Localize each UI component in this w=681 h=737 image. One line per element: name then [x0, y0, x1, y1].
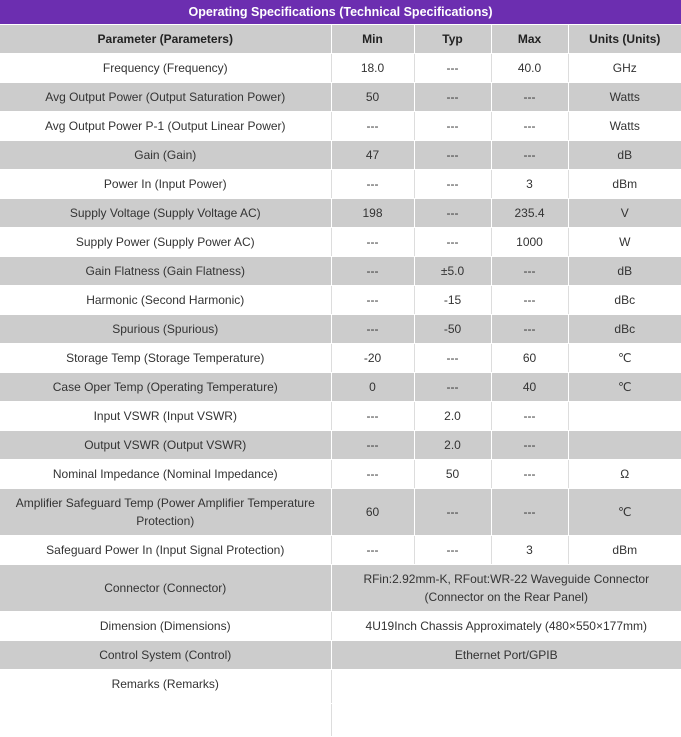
- cell-max: ---: [491, 141, 568, 170]
- cell-units: W: [568, 228, 681, 257]
- cell-min: 0: [331, 373, 414, 402]
- table-row: [0, 199, 681, 228]
- cell-min: 47: [331, 141, 414, 170]
- table-row-filler: [0, 704, 681, 737]
- table-title-row: [0, 0, 681, 25]
- table-row: [0, 257, 681, 286]
- cell-min: ---: [331, 228, 414, 257]
- cell-param: Gain Flatness (Gain Flatness): [0, 257, 331, 286]
- cell-merged-value: 4U19Inch Chassis Approximately (480×550×177mm): [331, 612, 681, 641]
- cell-typ: ---: [414, 199, 491, 228]
- cell-param: Safeguard Power In (Input Signal Protection): [0, 536, 331, 565]
- cell-max: ---: [491, 315, 568, 344]
- cell-units: dBc: [568, 286, 681, 315]
- cell-param: Case Oper Temp (Operating Temperature): [0, 373, 331, 402]
- cell-param: Harmonic (Second Harmonic): [0, 286, 331, 315]
- cell-max: 3: [491, 536, 568, 565]
- cell-units: GHz: [568, 54, 681, 83]
- cell-param: Storage Temp (Storage Temperature): [0, 344, 331, 373]
- cell-param: Avg Output Power (Output Saturation Power): [0, 83, 331, 112]
- cell-units: ℃: [568, 373, 681, 402]
- cell-min: ---: [331, 402, 414, 431]
- cell-typ: ---: [414, 54, 491, 83]
- cell-min: ---: [331, 257, 414, 286]
- table-row: [0, 112, 681, 141]
- header-parameter: Parameter (Parameters): [0, 25, 331, 54]
- table-row: [0, 315, 681, 344]
- table-row: [0, 373, 681, 402]
- cell-min: -20: [331, 344, 414, 373]
- table-row: [0, 460, 681, 489]
- cell-units: dBm: [568, 170, 681, 199]
- cell-min: 198: [331, 199, 414, 228]
- table-title: Operating Specifications (Technical Specifications): [0, 0, 681, 25]
- table-row: [0, 83, 681, 112]
- table-row: [0, 489, 681, 536]
- cell-param: Input VSWR (Input VSWR): [0, 402, 331, 431]
- cell-min: ---: [331, 170, 414, 199]
- cell-param: Remarks (Remarks): [0, 670, 331, 704]
- cell-min: ---: [331, 315, 414, 344]
- cell-typ: 2.0: [414, 431, 491, 460]
- header-max: Max: [491, 25, 568, 54]
- table-row: [0, 286, 681, 315]
- cell-typ: ---: [414, 489, 491, 536]
- table-row: [0, 402, 681, 431]
- filler-cell: [0, 704, 331, 737]
- cell-max: ---: [491, 489, 568, 536]
- cell-max: ---: [491, 257, 568, 286]
- table-row: [0, 536, 681, 565]
- cell-merged-value: [331, 670, 681, 704]
- cell-max: 3: [491, 170, 568, 199]
- cell-units: [568, 402, 681, 431]
- cell-param: Frequency (Frequency): [0, 54, 331, 83]
- cell-param: Connector (Connector): [0, 565, 331, 612]
- cell-units: Watts: [568, 112, 681, 141]
- table-row: [0, 565, 681, 612]
- cell-param: Spurious (Spurious): [0, 315, 331, 344]
- cell-units: Ω: [568, 460, 681, 489]
- table-row: [0, 612, 681, 641]
- cell-units: dBc: [568, 315, 681, 344]
- header-typ: Typ: [414, 25, 491, 54]
- cell-min: 50: [331, 83, 414, 112]
- table-row: [0, 54, 681, 83]
- filler-cell: [331, 704, 681, 737]
- cell-param: Supply Voltage (Supply Voltage AC): [0, 199, 331, 228]
- cell-typ: ---: [414, 373, 491, 402]
- table-row: [0, 670, 681, 704]
- cell-units: Watts: [568, 83, 681, 112]
- cell-min: ---: [331, 460, 414, 489]
- cell-max: 40.0: [491, 54, 568, 83]
- cell-typ: -50: [414, 315, 491, 344]
- cell-typ: ---: [414, 344, 491, 373]
- table-row: [0, 431, 681, 460]
- cell-units: dB: [568, 257, 681, 286]
- table-row: [0, 170, 681, 199]
- cell-typ: ---: [414, 83, 491, 112]
- cell-merged-value: RFin:2.92mm-K, RFout:WR-22 Waveguide Connector (Connector on the Rear Panel): [331, 565, 681, 612]
- cell-min: ---: [331, 431, 414, 460]
- cell-units: dBm: [568, 536, 681, 565]
- cell-units: V: [568, 199, 681, 228]
- table-row: [0, 344, 681, 373]
- cell-param: Nominal Impedance (Nominal Impedance): [0, 460, 331, 489]
- cell-min: ---: [331, 536, 414, 565]
- cell-typ: 2.0: [414, 402, 491, 431]
- cell-param: Supply Power (Supply Power AC): [0, 228, 331, 257]
- cell-param: Power In (Input Power): [0, 170, 331, 199]
- cell-typ: ---: [414, 141, 491, 170]
- cell-typ: ---: [414, 228, 491, 257]
- cell-min: 18.0: [331, 54, 414, 83]
- cell-max: ---: [491, 286, 568, 315]
- cell-typ: ---: [414, 112, 491, 141]
- cell-max: ---: [491, 431, 568, 460]
- header-units: Units (Units): [568, 25, 681, 54]
- cell-typ: 50: [414, 460, 491, 489]
- cell-typ: ±5.0: [414, 257, 491, 286]
- table-row: [0, 228, 681, 257]
- cell-param: Control System (Control): [0, 641, 331, 670]
- cell-max: ---: [491, 112, 568, 141]
- cell-units: dB: [568, 141, 681, 170]
- cell-typ: -15: [414, 286, 491, 315]
- cell-units: [568, 431, 681, 460]
- table-row: [0, 641, 681, 670]
- table-row: [0, 141, 681, 170]
- header-min: Min: [331, 25, 414, 54]
- cell-max: 1000: [491, 228, 568, 257]
- cell-max: ---: [491, 402, 568, 431]
- cell-max: ---: [491, 460, 568, 489]
- cell-typ: ---: [414, 170, 491, 199]
- cell-param: Amplifier Safeguard Temp (Power Amplifier Temperature Protection): [0, 489, 331, 536]
- cell-max: 235.4: [491, 199, 568, 228]
- cell-min: 60: [331, 489, 414, 536]
- cell-units: ℃: [568, 344, 681, 373]
- cell-max: 40: [491, 373, 568, 402]
- cell-units: ℃: [568, 489, 681, 536]
- cell-param: Dimension (Dimensions): [0, 612, 331, 641]
- cell-max: ---: [491, 83, 568, 112]
- cell-typ: ---: [414, 536, 491, 565]
- cell-param: Avg Output Power P-1 (Output Linear Power): [0, 112, 331, 141]
- cell-max: 60: [491, 344, 568, 373]
- cell-param: Output VSWR (Output VSWR): [0, 431, 331, 460]
- cell-min: ---: [331, 112, 414, 141]
- cell-param: Gain (Gain): [0, 141, 331, 170]
- cell-merged-value: Ethernet Port/GPIB: [331, 641, 681, 670]
- cell-min: ---: [331, 286, 414, 315]
- table-header-row: [0, 25, 681, 54]
